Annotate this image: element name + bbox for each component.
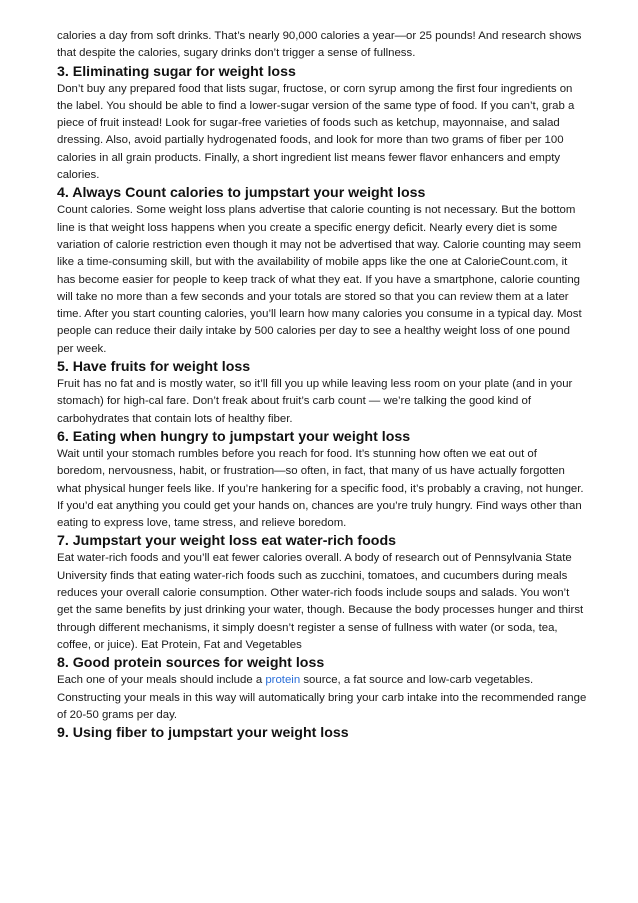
section-4-paragraph: Count calories. Some weight loss plans advertise that calorie counting is not necessary. But the bottom line is that weight loss happens when you create a specific energy deficit. Nearly every diet is some variation of calorie restriction even though it may not be advertised that way. Calorie counting may seem like a time-consuming skill, but with the availability of mobile apps like the one at CalorieCount.com, it has become easier for people to keep track of what they eat. If you have a smartphone, calorie counting will take no more than a few seconds and your totals are stored so that you can review them at a later time. After you start counting calories, you’ll learn how many calories you consume in a typical day. Most people can reduce their daily intake by 500 calories per day to see a healthy weight loss of one pound per week. [57, 204, 582, 355]
section-5-paragraph: Fruit has no fat and is mostly water, so it’ll fill you up while leaving less room on your plate (and in your stomach) for high-cal fare. Don’t freak about fruit’s carb count — we’re talking the good kind of carbohydrates that contain lots of healthy fiber. [57, 378, 573, 425]
intro-paragraph: calories a day from soft drinks. That’s nearly 90,000 calories a year—or 25 pounds! And research shows that despite the calories, sugary drinks don’t trigger a sense of fullness. [57, 30, 582, 60]
section-5-heading: 5. Have fruits for weight loss [57, 359, 251, 376]
section-6-paragraph: Wait until your stomach rumbles before you reach for food. It’s stunning how often we eat out of boredom, nervousness, habit, or frustration—so often, in fact, that many of us have actually forgotten what physical hunger feels like. If you’re hankering for a specific food, it’s probably a craving, not hunger. If you’d eat anything you could get your hands on, chances are you’re truly hungry. Find ways other than eating to express love, tame stress, and relieve boredom. [57, 447, 584, 530]
section-7-paragraph: Eat water-rich foods and you’ll eat fewer calories overall. A body of research out of Pennsylvania State University finds that eating water-rich foods such as zucchini, tomatoes, and cucumbers during meals reduces your overall calorie consumption. Other water-rich foods include soups and salads. You won’t get the same benefits by just drinking your water, though. Because the body processes hunger and thirst through different mechanisms, it simply doesn’t register a sense of fullness with water (or soda, tea, coffee, or juice). Eat Protein, Fat and Vegetables [57, 552, 584, 651]
section-3-heading: 3. Eliminating sugar for weight loss [57, 63, 296, 80]
section-9-heading: 9. Using fiber to jumpstart your weight loss [57, 725, 349, 742]
section-7-heading: 7. Jumpstart your weight loss eat water-rich foods [57, 533, 396, 550]
section-6-heading: 6. Eating when hungry to jumpstart your weight loss [57, 428, 411, 445]
section-3-paragraph: Don’t buy any prepared food that lists sugar, fructose, or corn syrup among the first four ingredients on the label. You should be able to find a lower-sugar version of the same type of food. If you can’t, grab a piece of fruit instead! Look for sugar-free varieties of foods such as ketchup, mayonnaise, and salad dressing. Also, avoid partially hydrogenated foods, and look for more than two grams of fiber per 100 calories in all grain products. Finally, a short ingredient list means fewer flavor enhancers and empty calories. [57, 82, 575, 182]
section-8-heading: 8. Good protein sources for weight loss [57, 655, 325, 672]
section-4-heading: 4. Always Count calories to jumpstart your weight loss [57, 185, 426, 202]
section-8-paragraph [57, 672, 588, 724]
section-8-text-before: Each one of your meals should include a [57, 674, 266, 687]
protein-link[interactable]: protein [265, 674, 301, 687]
section-8-text-after: source, a fat source and low-carb vegetables. Constructing your meals in this way will automatically bring your carb intake into the recommended range of 20-50 grams per day. [57, 674, 587, 721]
